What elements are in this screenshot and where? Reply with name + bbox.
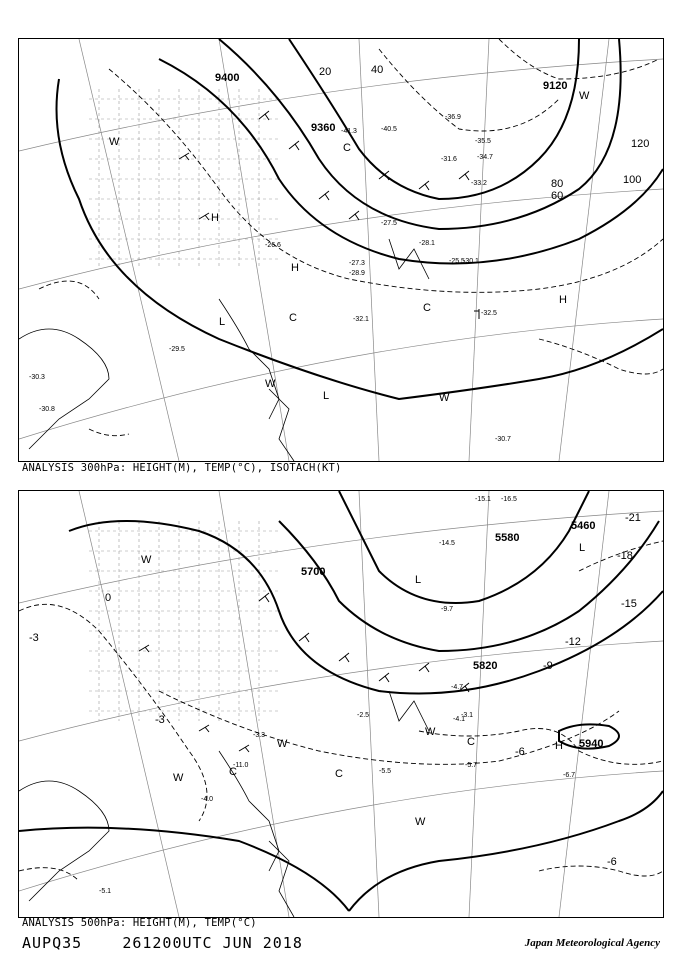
temp-value: -30.8 [39,406,55,413]
temp-value: -25.5 [449,258,465,265]
center-symbol: C [423,302,431,314]
center-symbol: C [343,142,351,154]
isotherm-label: -21 [625,512,641,524]
temperature-plots [99,496,575,895]
temp-value: -34.7 [477,154,493,161]
height-label: 9120 [543,80,568,92]
height-labels [215,72,567,134]
isotherm-label: -9 [543,660,553,672]
isotherm-label: -3 [155,714,165,726]
map-300hpa [19,39,663,461]
isotach-label: 80 [551,178,564,190]
center-symbol: L [323,390,330,402]
graticule [19,491,663,917]
temp-value: -11.0 [233,762,249,769]
height-contours [57,39,664,399]
center-symbol: H [211,212,219,224]
agency-name: Japan Meteorological Agency [524,937,660,949]
temp-value: -14.5 [439,540,455,547]
temp-value: -5.1 [99,888,112,895]
center-symbol: W [579,90,590,102]
chart-300hpa [18,38,664,462]
height-label: 5700 [301,566,326,578]
caption-500hpa: ANALYSIS 500hPa: HEIGHT(M), TEMP(°C) [22,917,257,929]
temp-value: -40.5 [381,126,397,133]
center-symbol: H [559,294,567,306]
wind-barbs [139,593,469,752]
grid-box [89,521,279,721]
temp-value: -27.3 [349,260,365,267]
isotherm-label: -6 [607,856,617,868]
temp-value: -29.5 [169,346,185,353]
height-label: 9400 [215,72,240,84]
center-symbol: L [415,574,422,586]
center-symbol: W [141,554,152,566]
center-symbol: C [229,766,237,778]
temp-value: -36.9 [445,114,461,121]
center-symbol: W [425,726,436,738]
temp-value: -3.3 [253,732,266,739]
center-symbol: W [265,378,276,390]
temp-value: -9.7 [441,606,454,613]
map-500hpa [19,491,663,917]
temp-value: -16.5 [501,496,517,503]
height-label: 9360 [311,122,336,134]
product-header [22,934,303,952]
graticule [19,39,663,461]
chart-500hpa [18,490,664,918]
temp-value: -28.9 [349,270,365,277]
isotach-label: 100 [623,174,642,186]
temp-value: -32.5 [481,310,497,317]
isotach-label: 60 [551,190,564,202]
temp-value: -26.6 [265,242,281,249]
center-symbol: C [289,312,297,324]
center-symbol: W [173,772,184,784]
center-symbol: W [277,738,288,750]
center-symbol: W [109,136,120,148]
temp-value: -4.0 [201,796,214,803]
center-symbol: H [291,262,299,274]
temp-value: -5.7 [465,762,478,769]
temp-value: -41.3 [341,128,357,135]
temp-value: -5.5 [379,768,392,775]
height-label: 5820 [473,660,498,672]
caption-300hpa: ANALYSIS 300hPa: HEIGHT(M), TEMP(°C), ISOTACH(KT) [22,462,342,474]
wind-barbs [179,111,479,319]
temp-value: -4.7 [451,684,464,691]
isotherm-labels [29,512,641,868]
valid-datetime: 261200UTC JUN 2018 [122,934,303,952]
temp-value: -33.2 [471,180,487,187]
temp-value: -30.1 [463,258,479,265]
temp-value: -4.1 [453,716,466,723]
temp-value: -31.6 [441,156,457,163]
temp-value: -28.1 [419,240,435,247]
isotherm-label: -6 [515,746,525,758]
height-label: 5460 [571,520,596,532]
isotach-label: 20 [319,66,332,78]
temp-value: -30.7 [495,436,511,443]
isotach-label: 40 [371,64,384,76]
temp-value: -2.5 [357,712,370,719]
center-symbol: H [555,740,563,752]
temp-value: -6.7 [563,772,576,779]
center-symbol: C [335,768,343,780]
temp-value: -35.5 [475,138,491,145]
temp-value: -15.1 [475,496,491,503]
temp-value: -3.1 [461,712,474,719]
center-symbol: L [219,316,226,328]
temp-value: -27.5 [381,220,397,227]
height-contours [19,491,663,911]
isotherm-label: -15 [621,598,637,610]
center-symbol: W [439,392,450,404]
temp-value: -32.1 [353,316,369,323]
product-id: AUPQ35 [22,934,83,952]
center-symbol: C [467,736,475,748]
height-label: 5940 [579,738,604,750]
coastline [19,239,429,461]
isotherm-label: 0 [105,592,112,604]
center-symbol: W [415,816,426,828]
isotach-label: 120 [631,138,650,150]
coastline [19,691,429,917]
center-symbol: L [579,542,586,554]
isotherm-label: -12 [565,636,581,648]
height-label: 5580 [495,532,520,544]
isotherm-label: -18 [617,550,633,562]
temp-value: -30.3 [29,374,45,381]
isotherm-label: -3 [29,632,39,644]
